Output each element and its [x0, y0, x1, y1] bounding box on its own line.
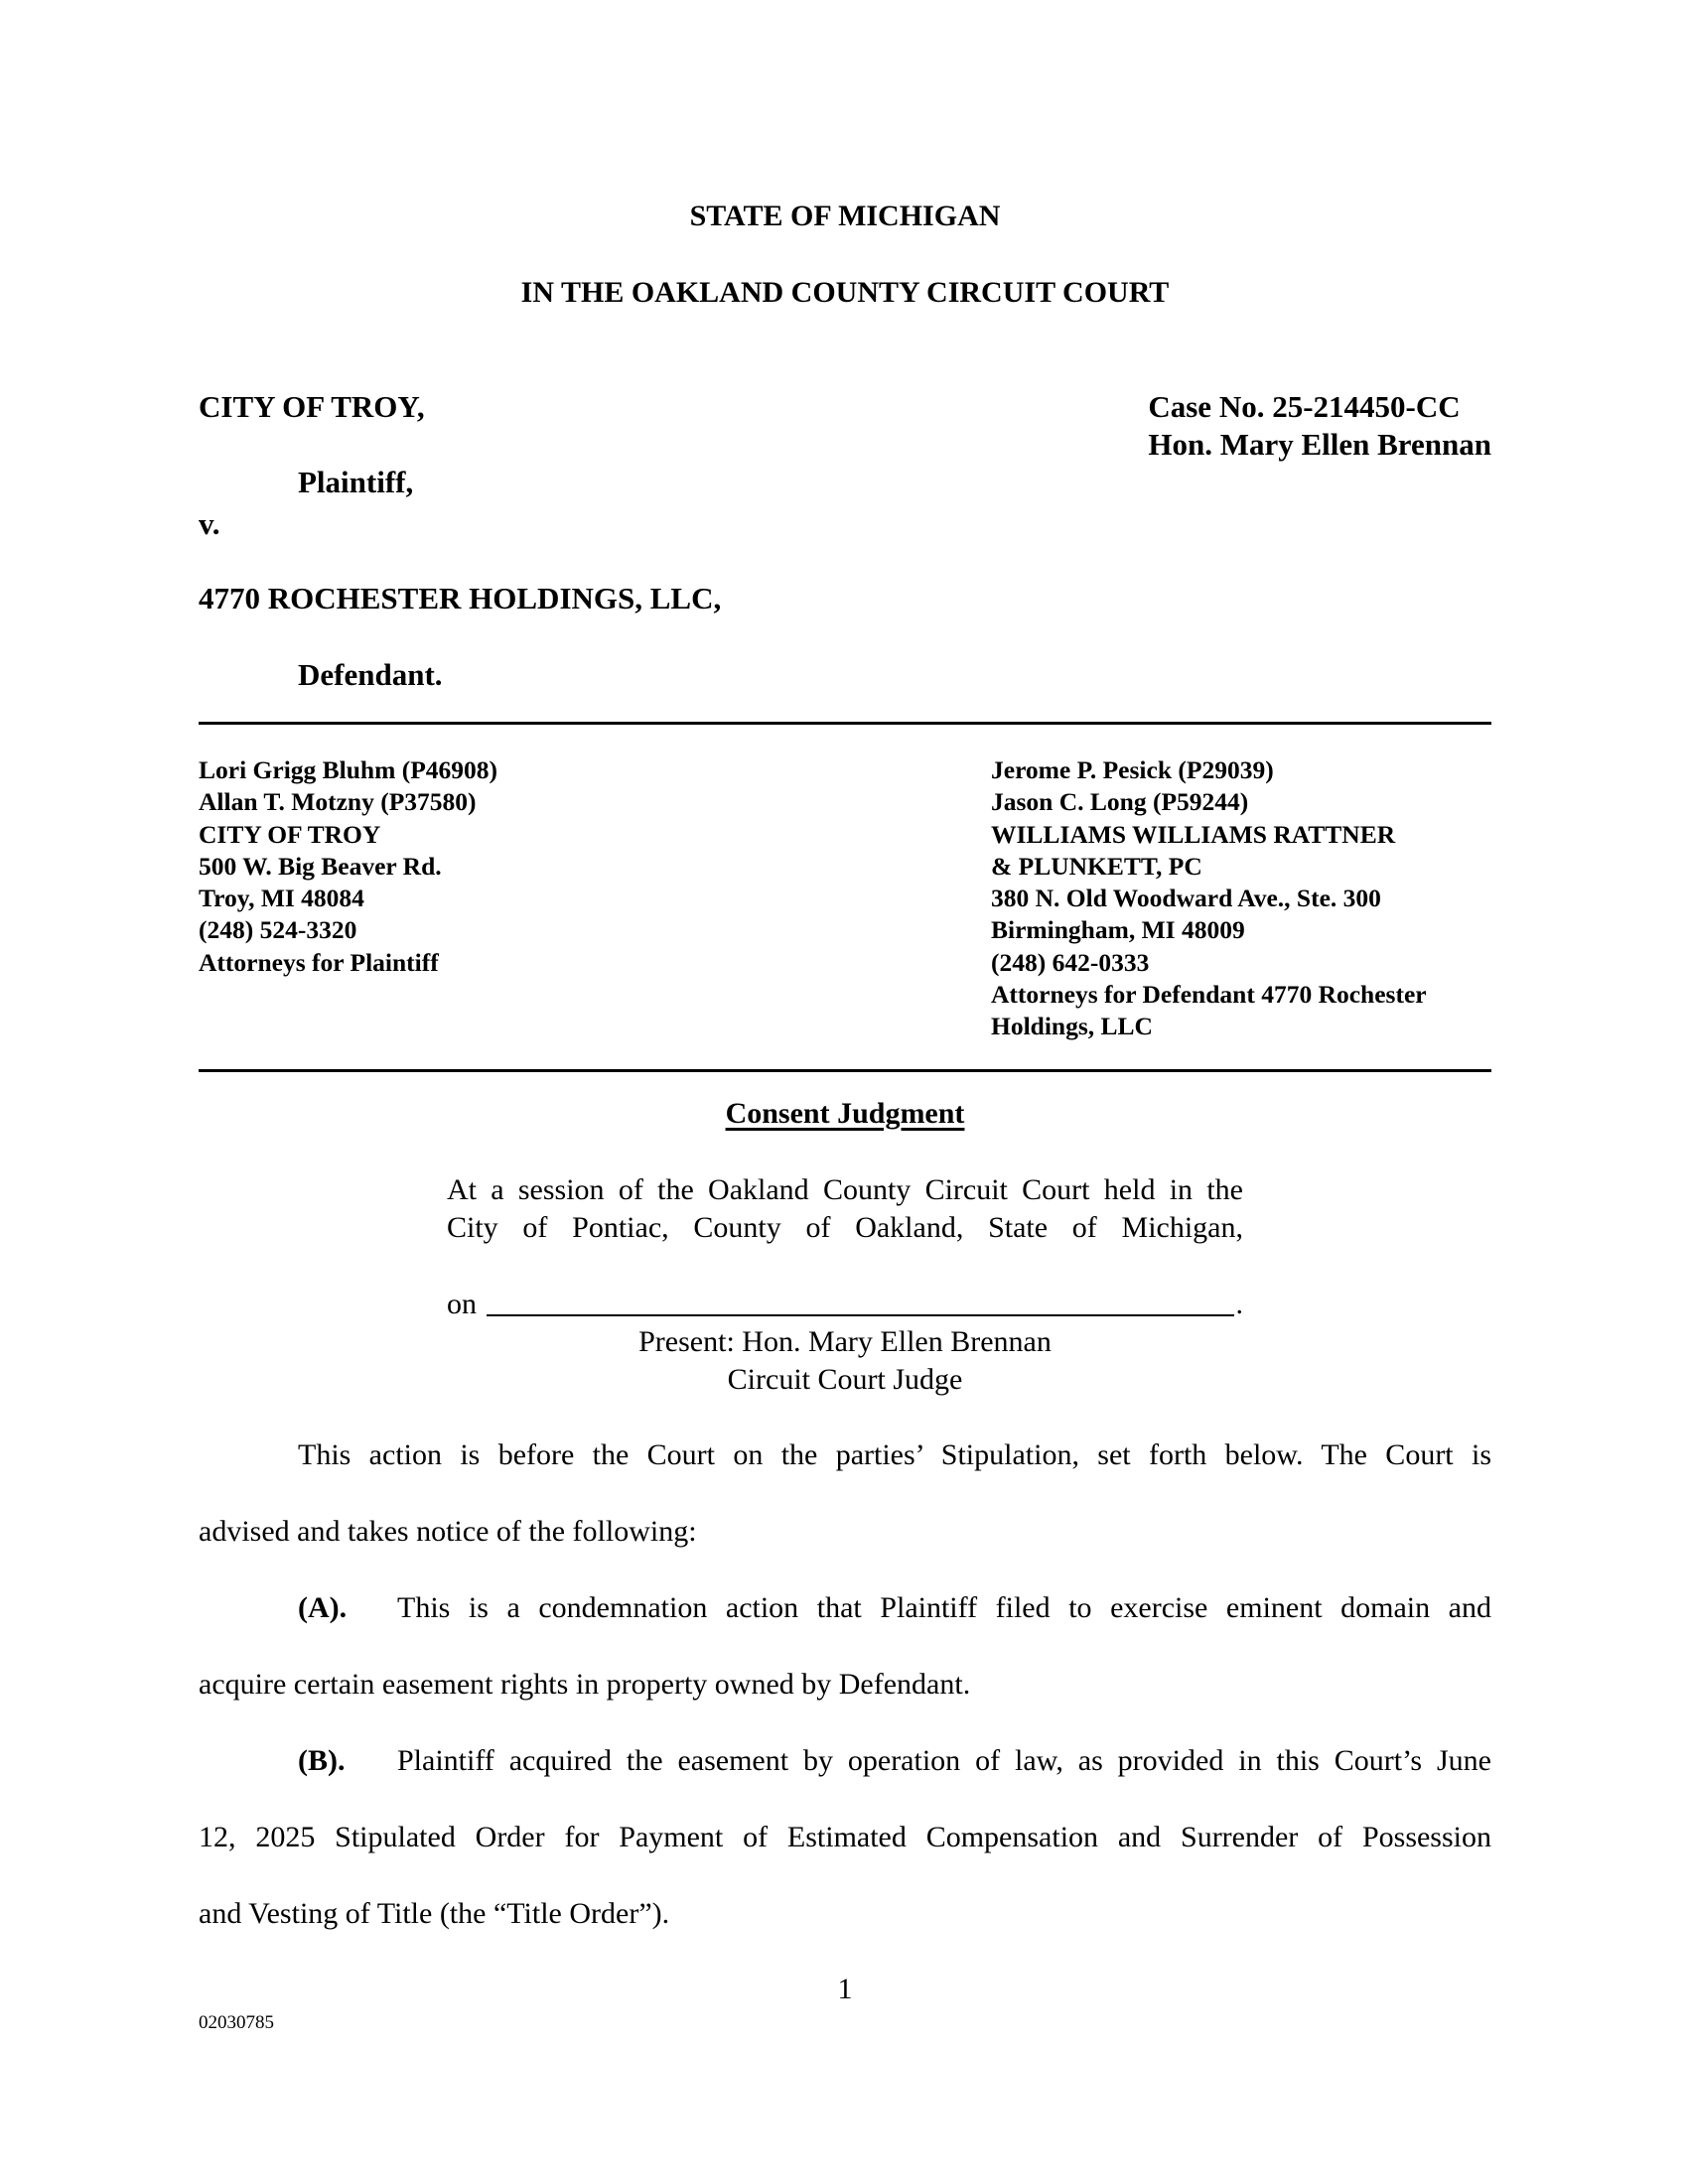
attorney-line: Troy, MI 48084	[199, 884, 364, 913]
paragraph-b-line-3: and Vesting of Title (the “Title Order”).	[199, 1896, 670, 1930]
date-end-period: .	[1235, 1287, 1243, 1320]
versus: v.	[199, 506, 220, 541]
attorney-line: Attorneys for Defendant 4770 Rochester	[991, 980, 1427, 1010]
defendant-attorneys	[991, 754, 1491, 1043]
defendant-role: Defendant.	[298, 657, 443, 692]
attorney-line: 380 N. Old Woodward Ave., Ste. 300	[991, 884, 1381, 913]
paragraph-b-line-2: 12, 2025 Stipulated Order for Payment of Estimated Compensation and Surrender of Possession	[199, 1820, 1491, 1853]
caption-rule-bottom	[199, 1069, 1491, 1072]
document-title: Consent Judgment	[725, 1096, 965, 1130]
on-label: on	[447, 1287, 477, 1320]
attorney-line: 500 W. Big Beaver Rd.	[199, 851, 442, 881]
paragraph-b-line-1: Plaintiff acquired the easement by operation of law, as provided in this Court’s June	[397, 1743, 1491, 1777]
attorney-line: Holdings, LLC	[991, 1012, 1153, 1041]
attorney-line: & PLUNKETT, PC	[991, 851, 1202, 881]
paragraph-a-line-1: This is a condemnation action that Plaintiff filed to exercise eminent domain and	[397, 1590, 1491, 1624]
session-line-1: At a session of the Oakland County Circuit Court held in the	[447, 1172, 1243, 1206]
intro-line-2: advised and takes notice of the following:	[199, 1514, 697, 1548]
paragraph-a-line-2: acquire certain easement rights in property owned by Defendant.	[199, 1667, 971, 1701]
attorney-line: Jason C. Long (P59244)	[991, 787, 1249, 817]
session-block	[447, 1171, 1243, 1247]
plaintiff-attorneys	[199, 754, 951, 1043]
attorney-line: (248) 642-0333	[991, 947, 1150, 977]
paragraph-a-label: (A).	[298, 1590, 348, 1624]
body-section	[199, 1436, 1491, 1933]
parties-block	[199, 388, 1118, 694]
assigned-judge: Hon. Mary Ellen Brennan	[1148, 427, 1491, 462]
attorney-line: Attorneys for Plaintiff	[199, 947, 439, 977]
court-heading: IN THE OAKLAND COUNTY CIRCUIT COURT	[520, 276, 1170, 309]
state-heading: STATE OF MICHIGAN	[689, 200, 1001, 232]
attorney-line: WILLIAMS WILLIAMS RATTNER	[991, 819, 1396, 849]
page-number: 1	[837, 1972, 853, 2005]
plaintiff-name: CITY OF TROY,	[199, 389, 425, 424]
document-id: 02030785	[199, 2011, 274, 2033]
attorney-line: Allan T. Motzny (P37580)	[199, 787, 477, 817]
paragraph-a-first-row	[199, 1589, 1491, 1627]
paragraph-b-label: (B).	[298, 1743, 346, 1777]
case-caption	[199, 388, 1491, 694]
document-page	[199, 0, 1491, 2035]
present-line: Present: Hon. Mary Ellen Brennan	[638, 1324, 1052, 1358]
judge-title: Circuit Court Judge	[727, 1362, 963, 1396]
date-blank[interactable]	[487, 1291, 1234, 1316]
caption-rule-top	[199, 722, 1491, 725]
attorney-line: Lori Grigg Bluhm (P46908)	[199, 755, 498, 784]
attorney-line: Birmingham, MI 48009	[991, 915, 1245, 945]
case-number: Case No. 25-214450-CC	[1148, 389, 1461, 424]
case-info-block	[1148, 388, 1491, 694]
defendant-name: 4770 ROCHESTER HOLDINGS, LLC,	[199, 581, 722, 615]
attorney-blocks	[199, 754, 1491, 1043]
attorney-line: Jerome P. Pesick (P29039)	[991, 755, 1274, 784]
attorney-line: (248) 524-3320	[199, 915, 357, 945]
paragraph-b-first-row	[199, 1742, 1491, 1780]
attorney-line: CITY OF TROY	[199, 819, 381, 849]
plaintiff-role: Plaintiff,	[298, 465, 414, 499]
session-date-line	[447, 1286, 1243, 1323]
intro-line-1: This action is before the Court on the parties’ Stipulation, set forth below. The Court is	[298, 1437, 1491, 1471]
session-line-2: City of Pontiac, County of Oakland, State of Michigan,	[447, 1210, 1243, 1244]
